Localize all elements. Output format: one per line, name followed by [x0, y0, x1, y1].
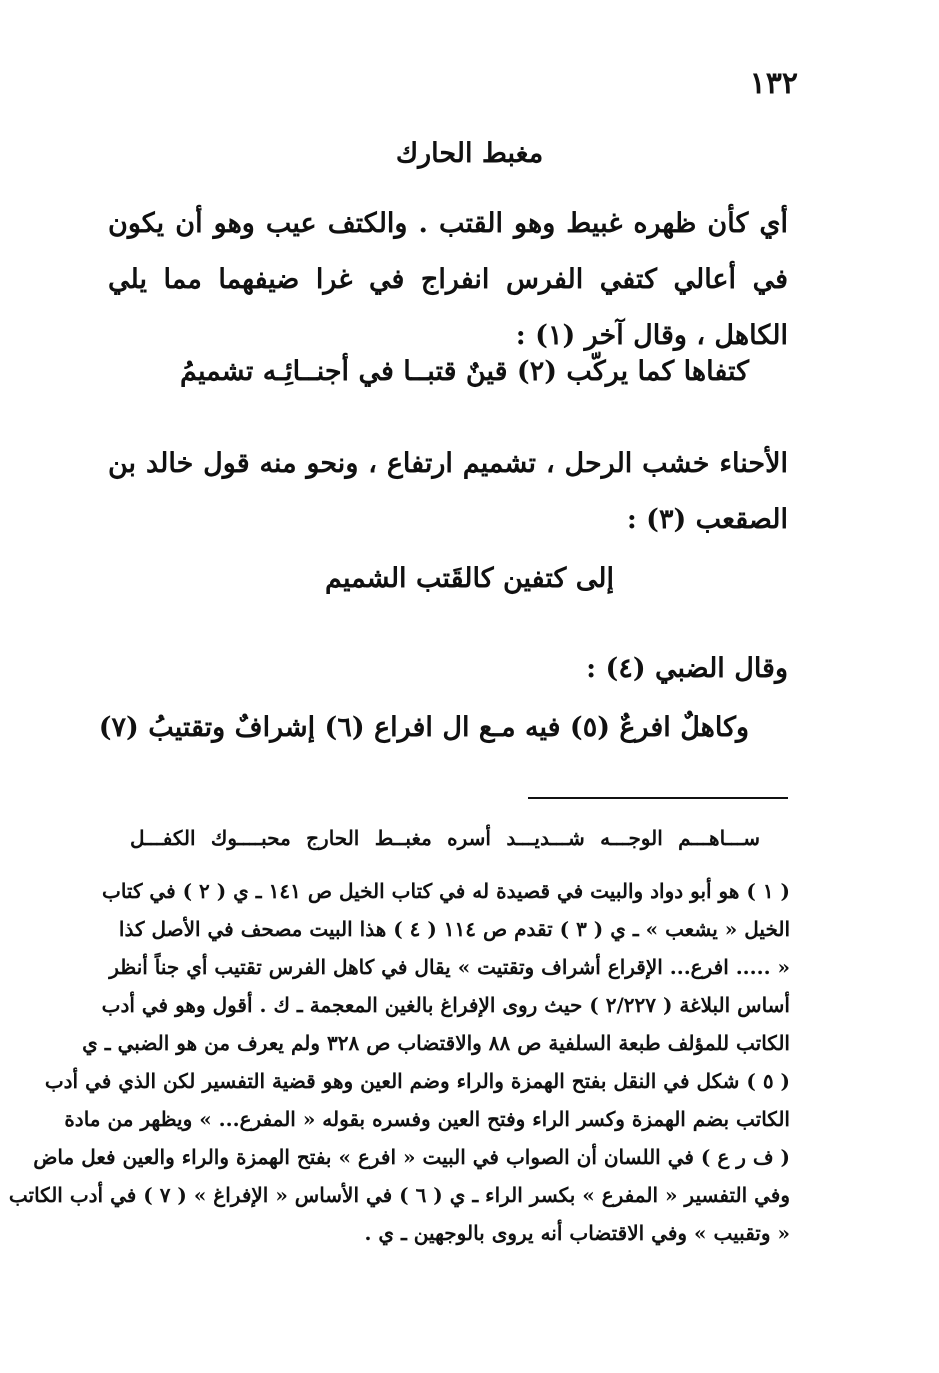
footnote-verse: ســـاهـــم الوجـــه شـــديـــد أسره مغبــط الحارج محبــــوك الكفـــل: [130, 826, 760, 850]
verse-3-text: وكاهلٌ افرعٌ (٥) فيه مـع ال افراع (٦) إشرافٌ وتقتيبُ (٧): [98, 712, 749, 743]
footnote-line: وفي التفسير « المفرع » بكسر الراء ـ ي ( ٦ ) في الأساس « الإفراغ » ( ٧ ) في أدب الكاتب: [8, 1183, 790, 1207]
paragraph-2: الأحناء خشب الرحل ، تشميم ارتفاع ، ونحو منه قول خالد بن الصقعب (٣) :: [108, 448, 788, 535]
footnote-line: « ..... افرع... الإقراع أشراف وتقتيت » يقال في كاهل الفرس تقتيب أي جناً أنظر: [109, 955, 790, 979]
footnote-line: « وتقبيب » وفي الاقتضاب أنه يروى بالوجهين ـ ي .: [364, 1221, 790, 1245]
footnote-line: أساس البلاغة ( ٢/٢٢٧ ) حيث روى الإفراغ بالغين المعجمة ـ ك . أقول وهو في أدب: [101, 993, 790, 1017]
footnote-line: الكاتب بضم الهمزة وكسر الراء وفتح العين وفسره بقوله « المفرع... » ويظهر من مادة: [64, 1107, 790, 1131]
footnote-line: ( ١ ) هو أبو دواد والبيت في قصيدة له في كتاب الخيل ص ١٤١ ـ ي ( ٢ ) في كتاب: [101, 879, 790, 903]
footnote-divider: [528, 797, 788, 799]
verse-1-text: كتفاها كما يركّب (٢) قينٌ قتبــا في أجنــائِـه تشميمُ: [180, 356, 749, 387]
verse-2: إلى كتفين كالقَتب الشميم: [325, 563, 614, 594]
footnote-line: الخيل « يشعب » ـ ي ( ٣ ) تقدم ص ١١٤ ( ٤ ) هذا البيت مصحف في الأصل كذا: [118, 917, 790, 941]
paragraph-1: أي كأن ظهره غبيط وهو القتب . والكتف عيب وهو أن يكون في أعالي كتفي الفرس انفراج في غرا ضيفهما مما يلي الكاهل ، وقال آخر (١) :: [108, 208, 788, 351]
footnotes: [8, 872, 790, 1252]
footnote-line: الكاتب للمؤلف طبعة السلفية ص ٨٨ والاقتضاب ص ٣٢٨ ولم يعرف من هو الضبي ـ ي: [82, 1031, 790, 1055]
paragraph-3: وقال الضبي (٤) :: [586, 653, 788, 684]
page-number: ١٣٢: [749, 66, 798, 101]
footnote-line: ( ف ر ع ) في اللسان أن الصواب في البيت « افرع » بفتح الهمزة والراء والعين فعل ماض: [33, 1145, 790, 1169]
page-heading: مغبط الحارك: [395, 138, 544, 169]
footnote-line: ( ٥ ) شكل في النقل بفتح الهمزة والراء وضم العين وهو قضية التفسير لكن الذي في أدب: [44, 1069, 790, 1093]
